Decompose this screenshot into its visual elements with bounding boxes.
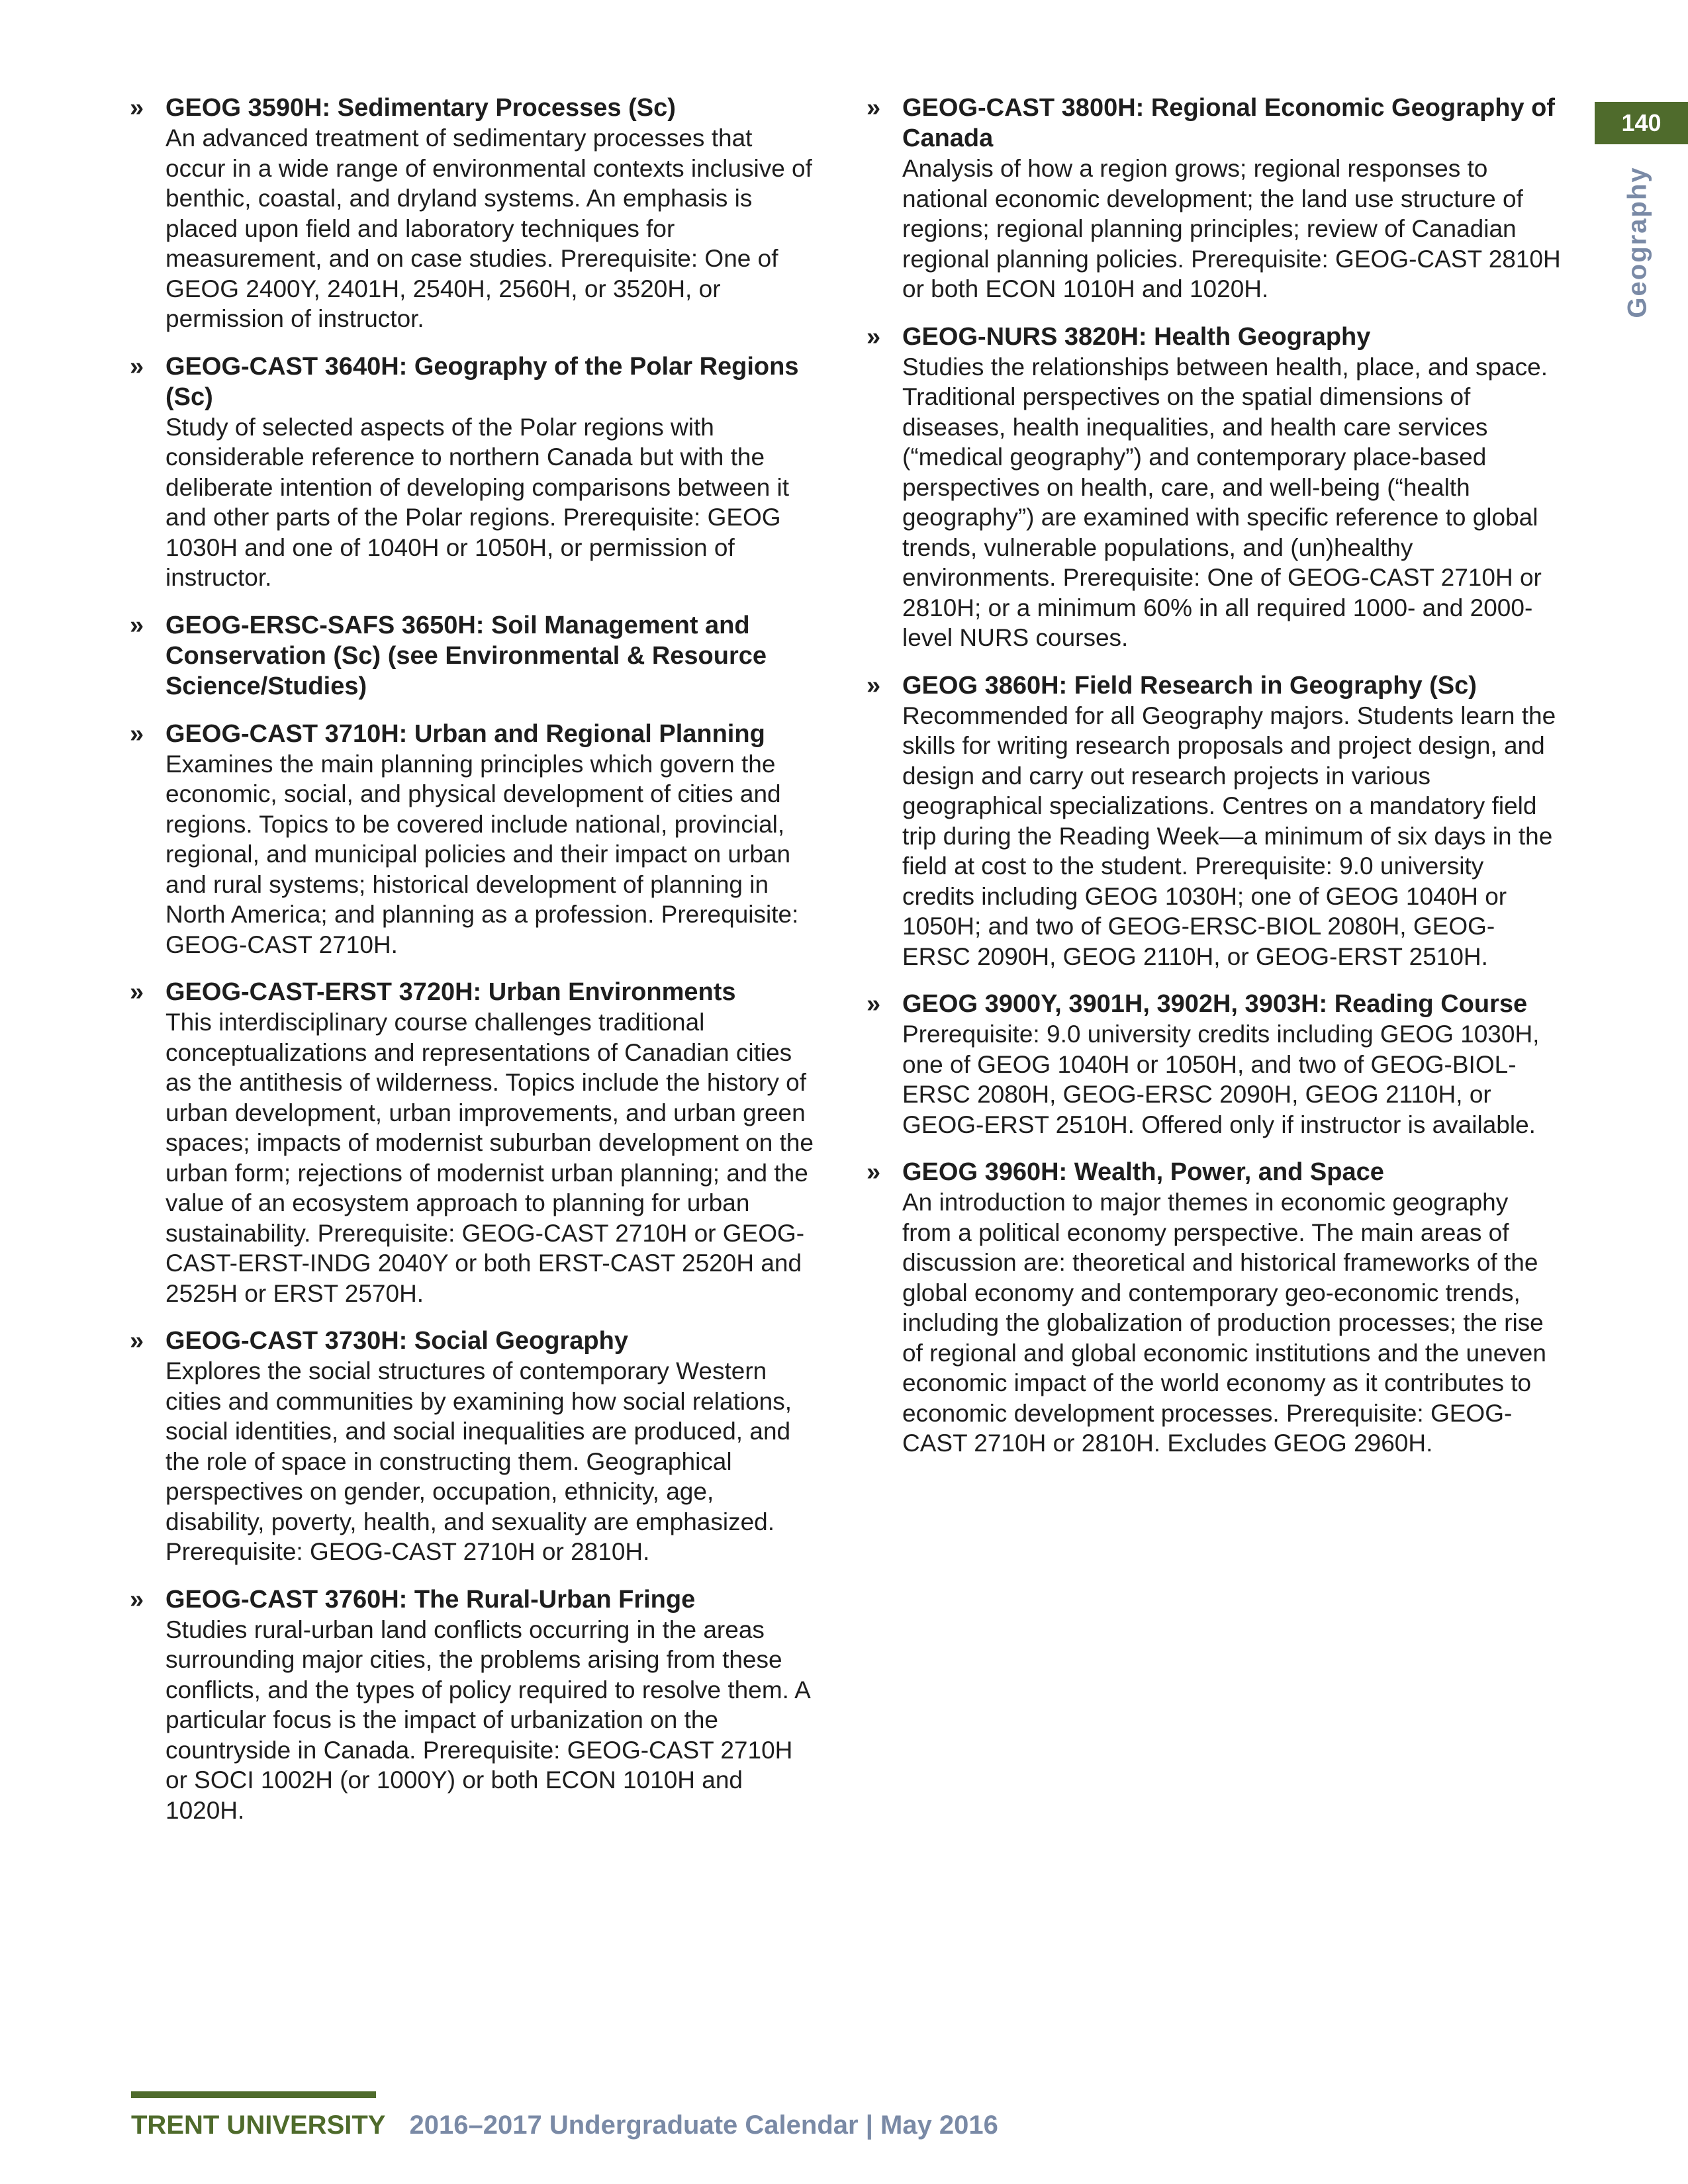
course-title: GEOG 3960H: Wealth, Power, and Space [902, 1158, 1384, 1186]
course-entry [867, 989, 1562, 1140]
course-description: Studies the relationships between health, place, and space. Traditional perspectives on the spatial dimensions of diseases, health inequalities, and health care services (“medical geography”) and contemporary place-based perspectives on health, care, and well-being (“health geography”) are examined with specific reference to global trends, vulnerable populations, and (un)healthy environments. Prerequisite: One of GEOG-CAST 2710H or 2810H; or a minimum 60% in all required 1000- and 2000-level NURS courses. [902, 353, 1548, 651]
page-number-tab: 140 [1595, 102, 1688, 144]
course-entry [867, 322, 1562, 653]
course-title: GEOG-ERSC-SAFS 3650H: Soil Management and Conservation (Sc) (see Environmental & Resource Science/Studies) [165, 611, 767, 700]
course-entry [867, 1157, 1562, 1459]
course-title: GEOG-NURS 3820H: Health Geography [902, 322, 1371, 351]
footer-university: TRENT UNIVERSITY [131, 2111, 386, 2140]
course-description: This interdisciplinary course challenges traditional conceptualizations and representations of Canadian cities as the antithesis of wilderness. Topics include the history of urban development, urban improvements, and urban green spaces; impacts of modernist suburban development on the urban form; rejections of modernist urban planning; and the value of an ecosystem approach to planning for urban sustainability. Prerequisite: GEOG-CAST 2710H or GEOG-CAST-ERST-INDG 2040Y or both ERST-CAST 2520H and 2525H or ERST 2570H. [165, 1009, 814, 1307]
bullet-marker: » [130, 1327, 144, 1355]
course-title: GEOG-CAST 3800H: Regional Economic Geography of Canada [902, 94, 1556, 152]
bullet-marker: » [867, 94, 881, 122]
course-entry [130, 610, 818, 702]
course-description: Explores the social structures of contemporary Western cities and communities by examining how social relations, social identities, and social inequalities are produced, and the role of space in constructing them. Geographical perspectives on gender, occupation, ethnicity, age, disability, poverty, health, and sexuality are emphasized. Prerequisite: GEOG-CAST 2710H or 2810H. [165, 1357, 792, 1565]
bullet-marker: » [867, 671, 881, 700]
bullet-marker: » [867, 990, 881, 1018]
course-entry [130, 93, 818, 334]
footer-calendar-title: 2016–2017 Undergraduate Calendar | May 2016 [409, 2111, 998, 2140]
course-title: GEOG 3860H: Field Research in Geography (Sc) [902, 671, 1477, 700]
course-entry [867, 93, 1562, 304]
course-title: GEOG 3590H: Sedimentary Processes (Sc) [165, 94, 676, 122]
bullet-marker: » [130, 352, 144, 381]
course-entry [867, 670, 1562, 972]
course-entry [130, 719, 818, 960]
course-title: GEOG-CAST 3730H: Social Geography [165, 1327, 628, 1355]
footer-rule [131, 2091, 376, 2098]
course-entry [130, 1584, 818, 1826]
page-footer [131, 2109, 998, 2142]
course-title: GEOG-CAST-ERST 3720H: Urban Environments [165, 978, 736, 1006]
course-title: GEOG 3900Y, 3901H, 3902H, 3903H: Reading Course [902, 990, 1528, 1018]
right-column [867, 93, 1562, 1476]
left-column [130, 93, 818, 1843]
course-entry [130, 351, 818, 593]
course-title: GEOG-CAST 3710H: Urban and Regional Planning [165, 719, 765, 748]
course-description: Recommended for all Geography majors. Students learn the skills for writing research proposals and project design, and design and carry out research projects in various geographical specializations. Centres on a mandatory field trip during the Reading Week—a minimum of six days in the field at cost to the student. Prerequisite: 9.0 university credits including GEOG 1030H; one of GEOG 1040H or 1050H; and two of GEOG-ERSC-BIOL 2080H, GEOG-ERSC 2090H, GEOG 2110H, or GEOG-ERST 2510H. [902, 702, 1556, 970]
course-description: Studies rural-urban land conflicts occurring in the areas surrounding major cities, the problems arising from these conflicts, and the types of policy required to resolve them. A particular focus is the impact of urbanization on the countryside in Canada. Prerequisite: GEOG-CAST 2710H or SOCI 1002H (or 1000Y) or both ECON 1010H and 1020H. [165, 1615, 810, 1824]
course-description: Examines the main planning principles which govern the economic, social, and physical development of cities and regions. Topics to be covered include national, provincial, regional, and municipal policies and their impact on urban and rural systems; historical development of planning in North America; and planning as a profession. Prerequisite: GEOG-CAST 2710H. [165, 750, 799, 958]
course-description: Study of selected aspects of the Polar regions with considerable reference to northern Canada but with the deliberate intention of developing comparisons between it and other parts of the Polar regions. Prerequisite: GEOG 1030H and one of 1040H or 1050H, or permission of instructor. [165, 413, 790, 591]
course-description: An advanced treatment of sedimentary processes that occur in a wide range of environmental contexts inclusive of benthic, coastal, and dryland systems. An emphasis is placed upon field and laboratory techniques for measurement, and on case studies. Prerequisite: One of GEOG 2400Y, 2401H, 2540H, 2560H, or 3520H, or permission of instructor. [165, 124, 812, 332]
course-title: GEOG-CAST 3640H: Geography of the Polar Regions (Sc) [165, 352, 799, 411]
section-side-label: Geography [1622, 166, 1652, 318]
course-entry [130, 977, 818, 1308]
course-description: Analysis of how a region grows; regional responses to national economic development; the land use structure of regions; regional planning principles; review of Canadian regional planning policies. Prerequisite: GEOG-CAST 2810H or both ECON 1010H and 1020H. [902, 155, 1561, 302]
course-entry [130, 1326, 818, 1567]
bullet-marker: » [130, 1585, 144, 1614]
bullet-marker: » [130, 978, 144, 1006]
bullet-marker: » [130, 94, 144, 122]
course-description: An introduction to major themes in economic geography from a political economy perspective. The main areas of discussion are: theoretical and historical frameworks of the global economy and contemporary geo-economic trends, including the globalization of production processes; the rise of regional and global economic institutions and the uneven economic impact of the world economy as it contributes to economic development processes. Prerequisite: GEOG-CAST 2710H or 2810H. Excludes GEOG 2960H. [902, 1189, 1546, 1457]
course-title: GEOG-CAST 3760H: The Rural-Urban Fringe [165, 1585, 696, 1614]
course-description: Prerequisite: 9.0 university credits including GEOG 1030H, one of GEOG 1040H or 1050H, and two of GEOG-BIOL-ERSC 2080H, GEOG-ERSC 2090H, GEOG 2110H, or GEOG-ERST 2510H. Offered only if instructor is available. [902, 1021, 1540, 1138]
bullet-marker: » [130, 719, 144, 748]
bullet-marker: » [867, 322, 881, 351]
bullet-marker: » [130, 611, 144, 639]
bullet-marker: » [867, 1158, 881, 1186]
